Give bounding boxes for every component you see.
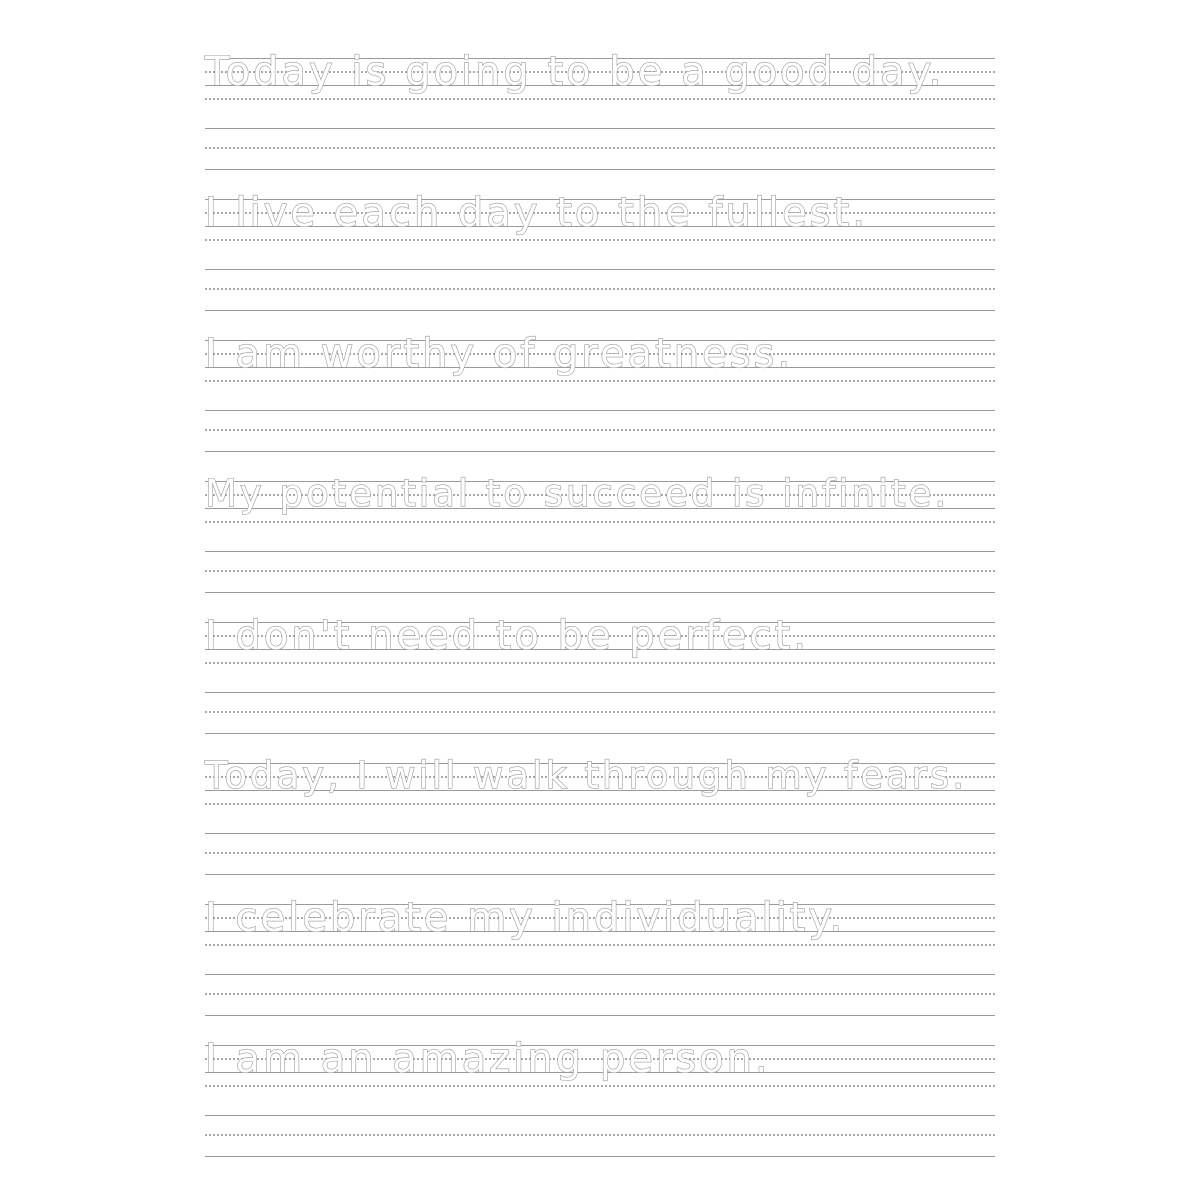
trace-sentence: Today is going to be a good day. [205,49,945,95]
practice-row [205,331,995,450]
practice-midline [205,993,995,995]
practice-top-line [205,833,995,834]
practice-top-line [205,128,995,129]
trace-sentence: I don't need to be perfect. [205,613,809,659]
practice-midline [205,1134,995,1136]
practice-base-line [205,592,995,593]
practice-midline [205,711,995,713]
practice-row [205,190,995,309]
practice-base-line [205,874,995,875]
practice-base-line [205,310,995,311]
practice-base-line [205,169,995,170]
descender-line [205,1085,995,1087]
practice-midline [205,570,995,572]
descender-line [205,803,995,805]
practice-row [205,895,995,1014]
practice-top-line [205,410,995,411]
descender-line [205,944,995,946]
trace-sentence: I am an amazing person. [205,1036,771,1082]
descender-line [205,662,995,664]
practice-top-line [205,692,995,693]
practice-midline [205,429,995,431]
trace-sentence: Today, I will walk through my fears. [205,754,968,797]
descender-line [205,521,995,523]
practice-row [205,472,995,591]
practice-base-line [205,1015,995,1016]
descender-line [205,239,995,241]
handwriting-worksheet [205,49,995,1168]
descender-line [205,98,995,100]
trace-sentence: My potential to succeed is infinite. [205,472,950,515]
practice-midline [205,852,995,854]
trace-sentence: I live each day to the fullest. [205,190,868,236]
practice-row [205,49,995,168]
practice-midline [205,288,995,290]
trace-sentence: I celebrate my individuality. [205,895,846,941]
practice-row [205,1036,995,1155]
practice-top-line [205,269,995,270]
practice-top-line [205,974,995,975]
trace-sentence: I am worthy of greatness. [205,331,794,377]
practice-top-line [205,551,995,552]
practice-base-line [205,733,995,734]
descender-line [205,380,995,382]
practice-top-line [205,1115,995,1116]
practice-midline [205,147,995,149]
practice-row [205,754,995,873]
practice-base-line [205,1156,995,1157]
practice-row [205,613,995,732]
practice-base-line [205,451,995,452]
